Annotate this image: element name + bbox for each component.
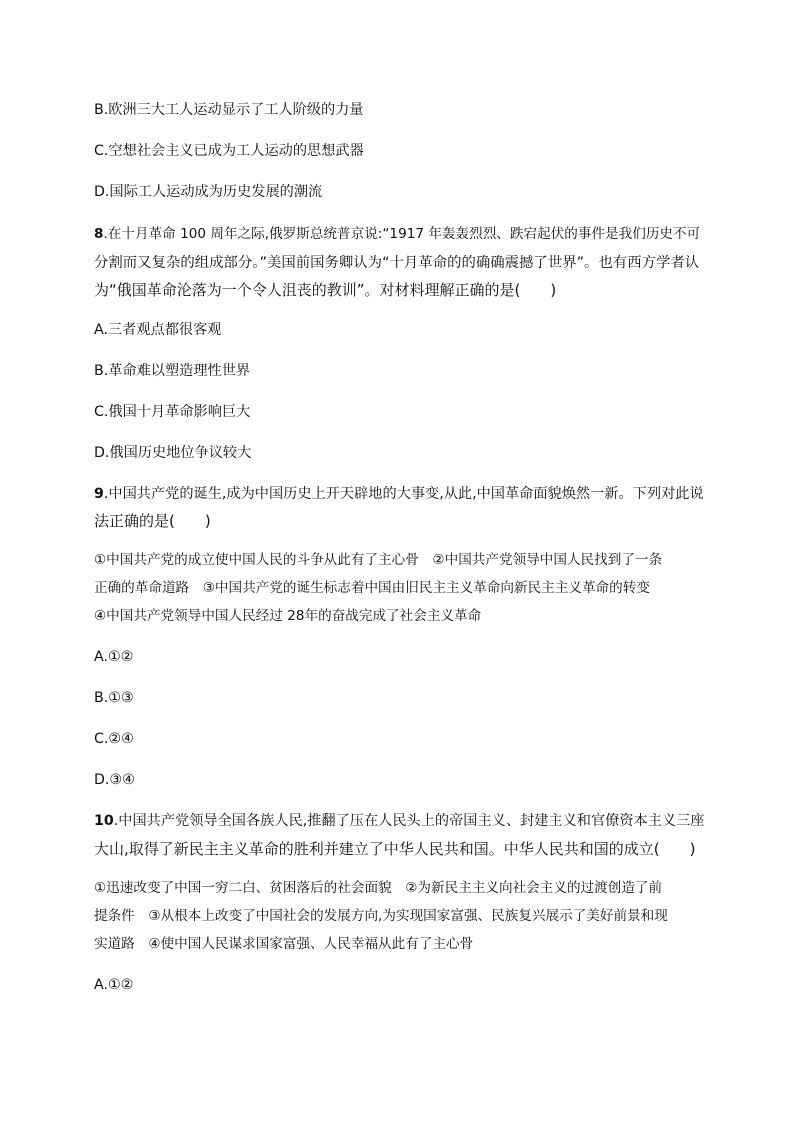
q9-option-d: D.③④ <box>94 772 135 788</box>
q8-option-b: B.革命难以塑造理性世界 <box>94 363 251 379</box>
q8-stem-text: .在十月革命 100 周年之际,俄罗斯总统普京说:“1917 年轰轰烈烈、跌宕起伏的事件是我们历史不可 <box>103 226 701 242</box>
q10-statement-line-2: 提条件 ③从根本上改变了中国社会的发展方向,为实现国家富强、民族复兴展示了美好前景和现 <box>94 908 668 924</box>
q9-number: 9 <box>94 486 104 502</box>
q8-stem-line-3: 为“俄国革命沦落为一个令人沮丧的教训”。对材料理解正确的是( ) <box>94 281 557 299</box>
q10-statement-line-3: 实道路 ④使中国人民谋求国家富强、人民幸福从此有了主心骨 <box>94 936 474 952</box>
q10-stem-line-1 <box>94 811 704 831</box>
q7-option-b: B.欧洲三大工人运动显示了工人阶级的力量 <box>94 102 364 118</box>
q10-statement-line-1: ①迅速改变了中国一穷二白、贫困落后的社会面貌 ②为新民主主义向社会主义的过渡创造了前 <box>94 880 663 896</box>
q10-option-a: A.①② <box>94 977 134 993</box>
q10-number: 10 <box>94 813 114 829</box>
q7-option-d: D.国际工人运动成为历史发展的潮流 <box>94 184 323 200</box>
q8-stem-line-2: 分割而又复杂的组成部分。”美国前国务卿认为“十月革命的的确确震撼了世界”。也有西方学者认 <box>94 255 700 271</box>
q8-option-c: C.俄国十月革命影响巨大 <box>94 404 251 420</box>
q8-option-d: D.俄国历史地位争议较大 <box>94 445 252 461</box>
q7-option-c: C.空想社会主义已成为工人运动的思想武器 <box>94 143 364 159</box>
q9-option-a: A.①② <box>94 649 134 665</box>
q8-stem-line-1 <box>94 224 700 244</box>
q9-statement-line-2: 正确的革命道路 ③中国共产党的诞生标志着中国由旧民主主义革命向新民主主义革命的转变 <box>94 580 650 596</box>
q9-statement-line-1: ①中国共产党的成立使中国人民的斗争从此有了主心骨 ②中国共产党领导中国人民找到了一条 <box>94 552 663 568</box>
q9-stem-text: .中国共产党的诞生,成为中国历史上开天辟地的大事变,从此,中国革命面貌焕然一新。下列对此说 <box>103 486 704 502</box>
q8-option-a: A.三者观点都很客观 <box>94 322 222 338</box>
q9-stem-line-1 <box>94 484 704 504</box>
q9-statement-line-3: ④中国共产党领导中国人民经过 28年的奋战完成了社会主义革命 <box>94 608 482 624</box>
q8-number: 8 <box>94 226 104 242</box>
q10-stem-text: .中国共产党领导全国各族人民,推翻了压在人民头上的帝国主义、封建主义和官僚资本主义三座 <box>113 813 705 829</box>
q9-option-b: B.①③ <box>94 690 134 706</box>
q9-stem-line-2: 法正确的是( ) <box>94 512 211 530</box>
q9-option-c: C.②④ <box>94 731 134 747</box>
q10-stem-line-2: 大山,取得了新民主主义革命的胜利并建立了中华人民共和国。中华人民共和国的成立( ) <box>94 840 696 858</box>
